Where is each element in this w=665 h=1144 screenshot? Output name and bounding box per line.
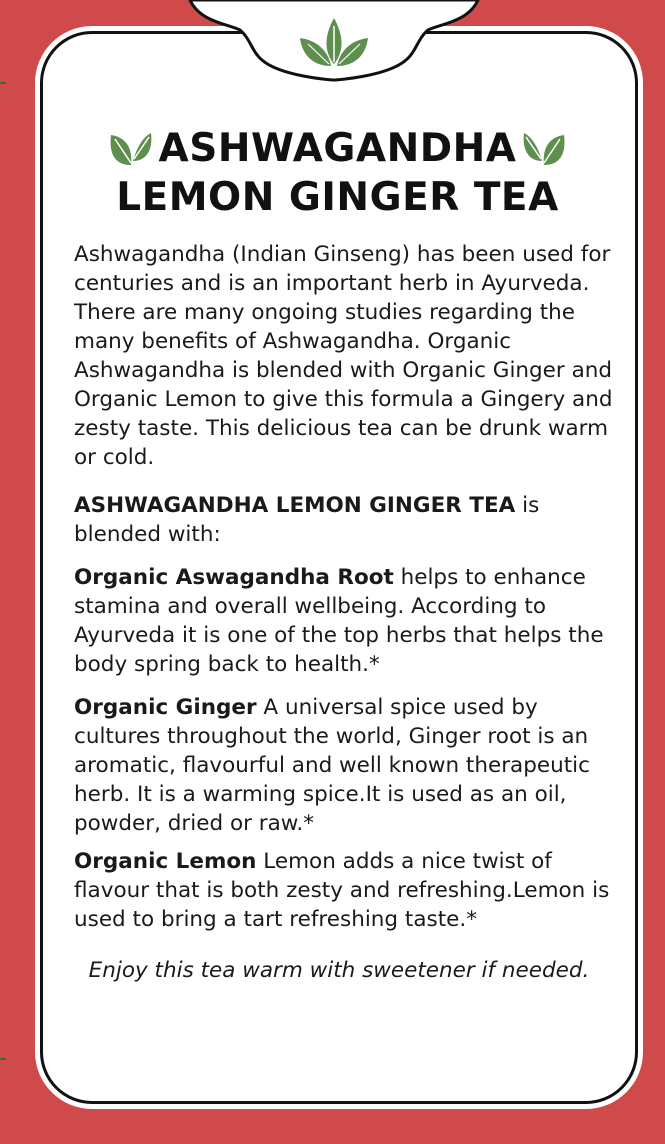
ingredient-text: A universal spice used by cultures throughout the world, Ginger root is an aromatic, flavourful and well known therapeutic herb. It is a warming spice.It is used as an oil, powder, dried or raw.* — [74, 695, 590, 836]
ingredient-name: Organic Lemon — [74, 849, 257, 874]
intro-paragraph: Ashwagandha (Indian Ginseng) has been used for centuries and is an important herb in Ayurveda. There are many ongoing studies regarding the many benefits of Ashwagandha. Organic Ashwagandha is blended with Organic Ginger and Organic Lemon to give this formula a Gingery and zesty taste. This delicious tea can be drunk warm or cold. — [74, 242, 613, 470]
ingredient-lemon — [74, 847, 619, 934]
closing-note: Enjoy this tea warm with sweetener if needed. — [88, 958, 590, 983]
ingredient-ginger — [74, 693, 619, 838]
ingredient-name: Organic Aswagandha Root — [74, 565, 394, 590]
ingredient-text: Lemon adds a nice twist of flavour that is both zesty and refreshing.Lemon is used to bring a tart refreshing taste.* — [74, 849, 610, 932]
title-line-2: LEMON GINGER TEA — [116, 175, 559, 220]
leaf-icon — [109, 127, 153, 167]
product-title — [40, 124, 635, 222]
edge-mark-bottom — [0, 1058, 6, 1060]
title-line-1 — [40, 124, 635, 173]
ingredient-text: helps to enhance stamina and overall wellbeing. According to Ayurveda it is one of the top herbs that helps the body spring back to health.* — [74, 565, 604, 677]
title-text-1: ASHWAGANDHA — [158, 126, 517, 171]
blend-name: ASHWAGANDHA LEMON GINGER TEA — [74, 493, 516, 518]
top-tab — [0, 0, 665, 100]
blend-paragraph — [74, 491, 619, 549]
ingredient-name: Organic Ginger — [74, 695, 257, 720]
blend-text: is blended with: — [74, 493, 540, 547]
description-body — [74, 240, 619, 985]
ingredient-root — [74, 563, 619, 679]
leaf-icon — [522, 127, 566, 167]
